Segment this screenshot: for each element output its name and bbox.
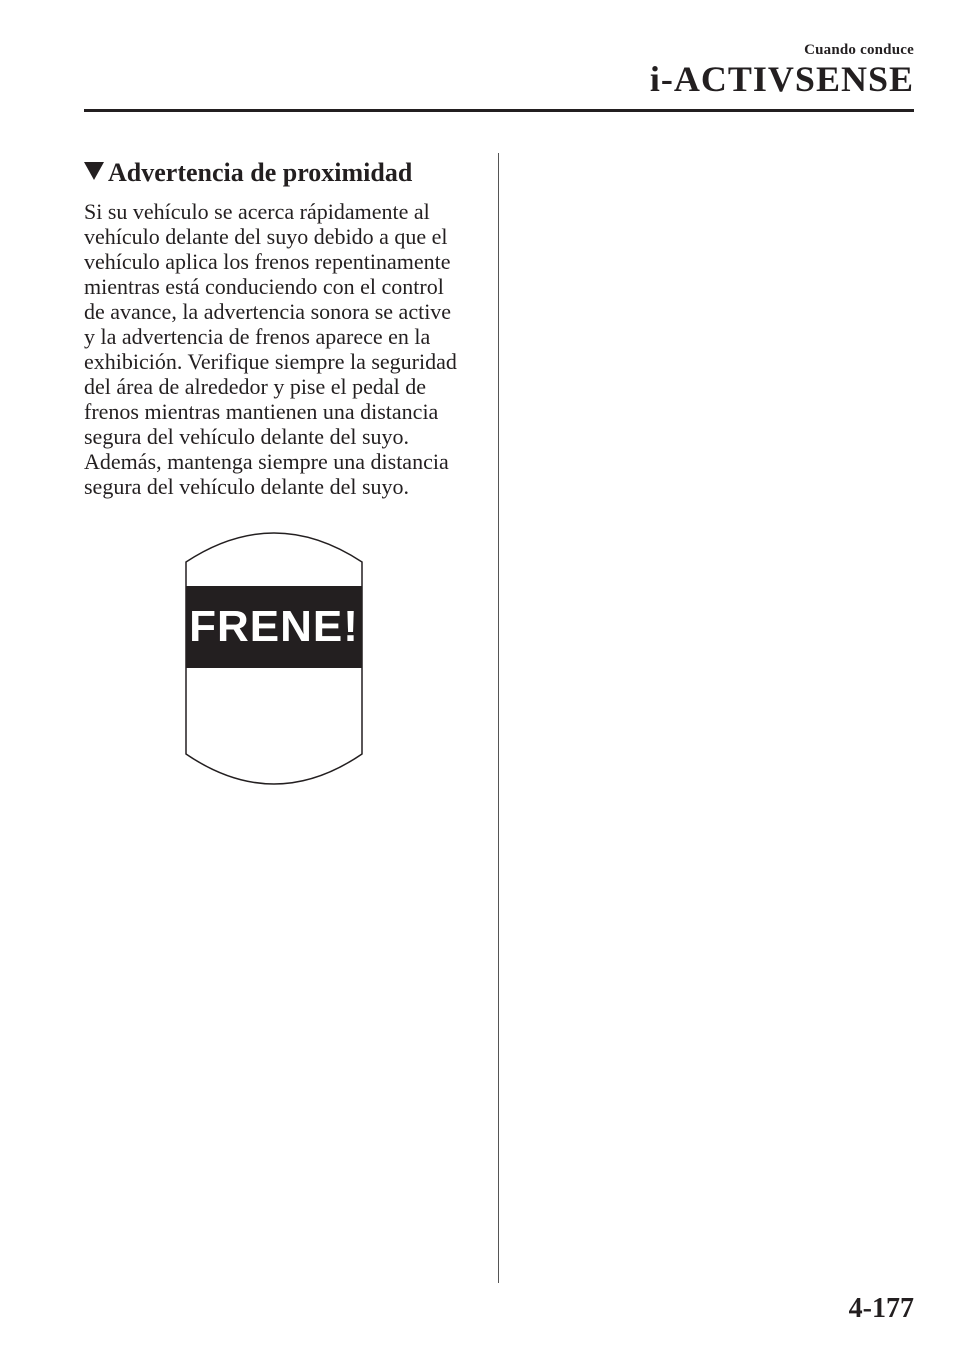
column-divider [498, 153, 499, 1283]
page-number: 4-177 [848, 1293, 914, 1324]
running-header-title: i-ACTIVSENSE [649, 59, 914, 99]
body-line: mientras está conduciendo con el control [84, 274, 444, 299]
running-header-section: Cuando conduce [804, 42, 914, 58]
body-line: del área de alrededor y pise el pedal de [84, 374, 427, 399]
body-line: exhibición. Verifique siempre la seguridad [84, 349, 457, 374]
body-line: vehículo aplica los frenos repentinamente [84, 249, 451, 274]
section-heading [84, 156, 484, 190]
body-line: frenos mientras mantienen una distancia [84, 399, 439, 424]
body-line: Además, mantenga siempre una distancia [84, 449, 449, 474]
body-paragraph [84, 199, 484, 499]
body-line: Si su vehículo se acerca rápidamente al [84, 199, 430, 224]
body-line: vehículo delante del suyo debido a que el [84, 224, 448, 249]
body-line: segura del vehículo delante del suyo. [84, 474, 410, 499]
body-line: y la advertencia de frenos aparece en la [84, 324, 431, 349]
body-line: de avance, la advertencia sonora se active [84, 299, 452, 324]
brake-warning-display-figure [183, 522, 365, 796]
down-triangle-icon [84, 162, 104, 180]
brake-warning-text: FRENE! [189, 602, 359, 651]
body-line: segura del vehículo delante del suyo. [84, 424, 410, 449]
header-rule [84, 109, 914, 112]
section-heading-text: Advertencia de proximidad [108, 158, 413, 187]
